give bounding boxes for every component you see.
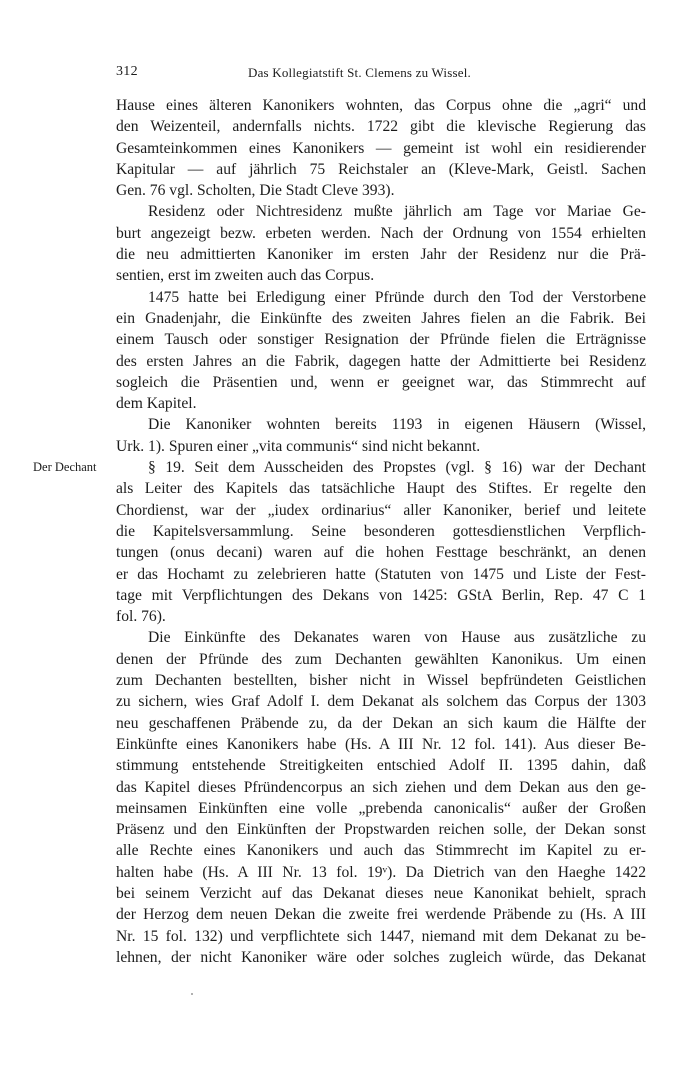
text-line: neu geschaffenen Präbende zu, da der Dekan an sich kaum die Hälfte der bbox=[116, 714, 646, 732]
text-line: Die Einkünfte des Dekanates waren von Hause aus zusätzliche zu bbox=[148, 629, 646, 647]
text-line: sogleich die Präsentien und, wenn er geeignet war, das Stimmrecht auf bbox=[116, 373, 646, 391]
text-line: Präsenz und den Einkünften der Propstwarden reichen solle, der Dekan sonst bbox=[116, 821, 646, 839]
text-line: stimmung entstehende Streitigkeiten entschied Adolf II. 1395 dahin, daß bbox=[116, 757, 646, 775]
text-line: zu sichern, wies Graf Adolf I. dem Dekanat als solchem das Corpus der 1303 bbox=[116, 693, 646, 711]
text-line: Die Kanoniker wohnten bereits 1193 in eigenen Häusern (Wissel, bbox=[148, 416, 646, 434]
text-line: sentien, erst im zweiten auch das Corpus. bbox=[116, 267, 375, 285]
text-line: ein Gnadenjahr, die Einkünfte des zweiten Jahres fielen an die Fabrik. Bei bbox=[116, 309, 646, 327]
text-line: Hause eines älteren Kanonikers wohnten, das Corpus ohne die „agri“ und bbox=[116, 97, 646, 114]
running-title: Das Kollegiatstift St. Clemens zu Wissel. bbox=[248, 65, 471, 80]
stray-ink-mark bbox=[191, 993, 193, 995]
text-line: meinsamen Einkünften eine volle „prebenda canonicalis“ außer der Großen bbox=[116, 799, 646, 817]
text-line: lehnen, der nicht Kanoniker wäre oder solches zugleich würde, das Dekanat bbox=[116, 948, 646, 966]
text-line: Nr. 15 fol. 132) und verpflichtete sich 1447, niemand mit dem Dekanat zu be- bbox=[116, 927, 646, 945]
text-line: burt angezeigt bezw. erbeten werden. Nach der Ordnung von 1554 erhielten bbox=[116, 224, 646, 242]
text-line: einem Tausch oder sonstiger Resignation der Pfründe fielen die Erträgnisse bbox=[116, 331, 646, 349]
text-line: Gesamteinkommen eines Kanonikers — gemeint ist wohl ein residierender bbox=[116, 139, 646, 157]
text-line: Chordienst, war der „iudex ordinarius“ aller Kanoniker, berief und leitete bbox=[116, 501, 646, 519]
text-line: dem Kapitel. bbox=[116, 395, 197, 413]
text-line: halten habe (Hs. A III Nr. 13 fol. 19ᵛ). Da Dietrich van den Haeghe 1422 bbox=[116, 863, 646, 881]
page-number: 312 bbox=[116, 64, 138, 79]
text-line: bei seinem Verzicht auf das Dekanat dieses neue Kanonikat behielt, sprach bbox=[116, 884, 646, 902]
text-line: der Herzog dem neuen Dekan die zweite frei werdende Präbende zu (Hs. A III bbox=[116, 906, 646, 924]
text-line: die Kapitelsversammlung. Seine besonderen gottesdienstlichen Verpflich- bbox=[116, 522, 646, 540]
body-text bbox=[116, 95, 646, 968]
text-line: Einkünfte eines Kanonikers habe (Hs. A III Nr. 12 fol. 141). Aus dieser Be- bbox=[116, 735, 646, 753]
text-line: er das Hochamt zu zelebrieren hatte (Statuten von 1475 und Liste der Fest- bbox=[116, 565, 646, 583]
text-line: Residenz oder Nichtresidenz mußte jährlich am Tage vor Mariae Ge- bbox=[148, 203, 646, 221]
text-line: alle Rechte eines Kanonikers und auch das Stimmrecht im Kapitel zu er- bbox=[116, 842, 646, 860]
text-line: fol. 76). bbox=[116, 608, 166, 626]
text-line: als Leiter des Kapitels das tatsächliche Haupt des Stiftes. Er regelte den bbox=[116, 480, 646, 498]
text-line: die neu admittierten Kanoniker im ersten Jahr der Residenz nur die Prä- bbox=[116, 246, 646, 264]
margin-note: Der Dechant bbox=[33, 460, 97, 474]
text-line: 1475 hatte bei Erledigung einer Pfründe durch den Tod der Verstorbene bbox=[148, 288, 646, 306]
text-line: Urk. 1). Spuren einer „vita communis“ sind nicht bekannt. bbox=[116, 437, 481, 455]
text-line: tungen (onus decani) waren auf die hohen Festtage beschränkt, an denen bbox=[116, 544, 646, 562]
text-line: § 19. Seit dem Ausscheiden des Propstes (vgl. § 16) war der Dechant bbox=[148, 459, 646, 477]
text-line: des ersten Jahres an die Fabrik, dagegen hatte der Admittierte bei Residenz bbox=[116, 352, 646, 370]
text-line: denen der Pfründe des zum Dechanten gewählten Kanonikus. Um einen bbox=[116, 650, 646, 668]
text-line: zum Dechanten bestellten, bisher nicht in Wissel bepfründeten Geistlichen bbox=[116, 672, 646, 690]
text-line: das Kapitel dieses Pfründencorpus an sich ziehen und dem Dekan aus den ge- bbox=[116, 778, 646, 796]
text-line: Kapitular — auf jährlich 75 Reichstaler an (Kleve-Mark, Geistl. Sachen bbox=[116, 160, 646, 178]
text-line: Gen. 76 vgl. Scholten, Die Stadt Cleve 393). bbox=[116, 182, 395, 200]
text-line: tage mit Verpflichtungen des Dekans von 1425: GStA Berlin, Rep. 47 C 1 bbox=[116, 586, 646, 604]
text-line: den Weizenteil, andernfalls nichts. 1722 gibt die klevische Regierung das bbox=[116, 118, 646, 136]
